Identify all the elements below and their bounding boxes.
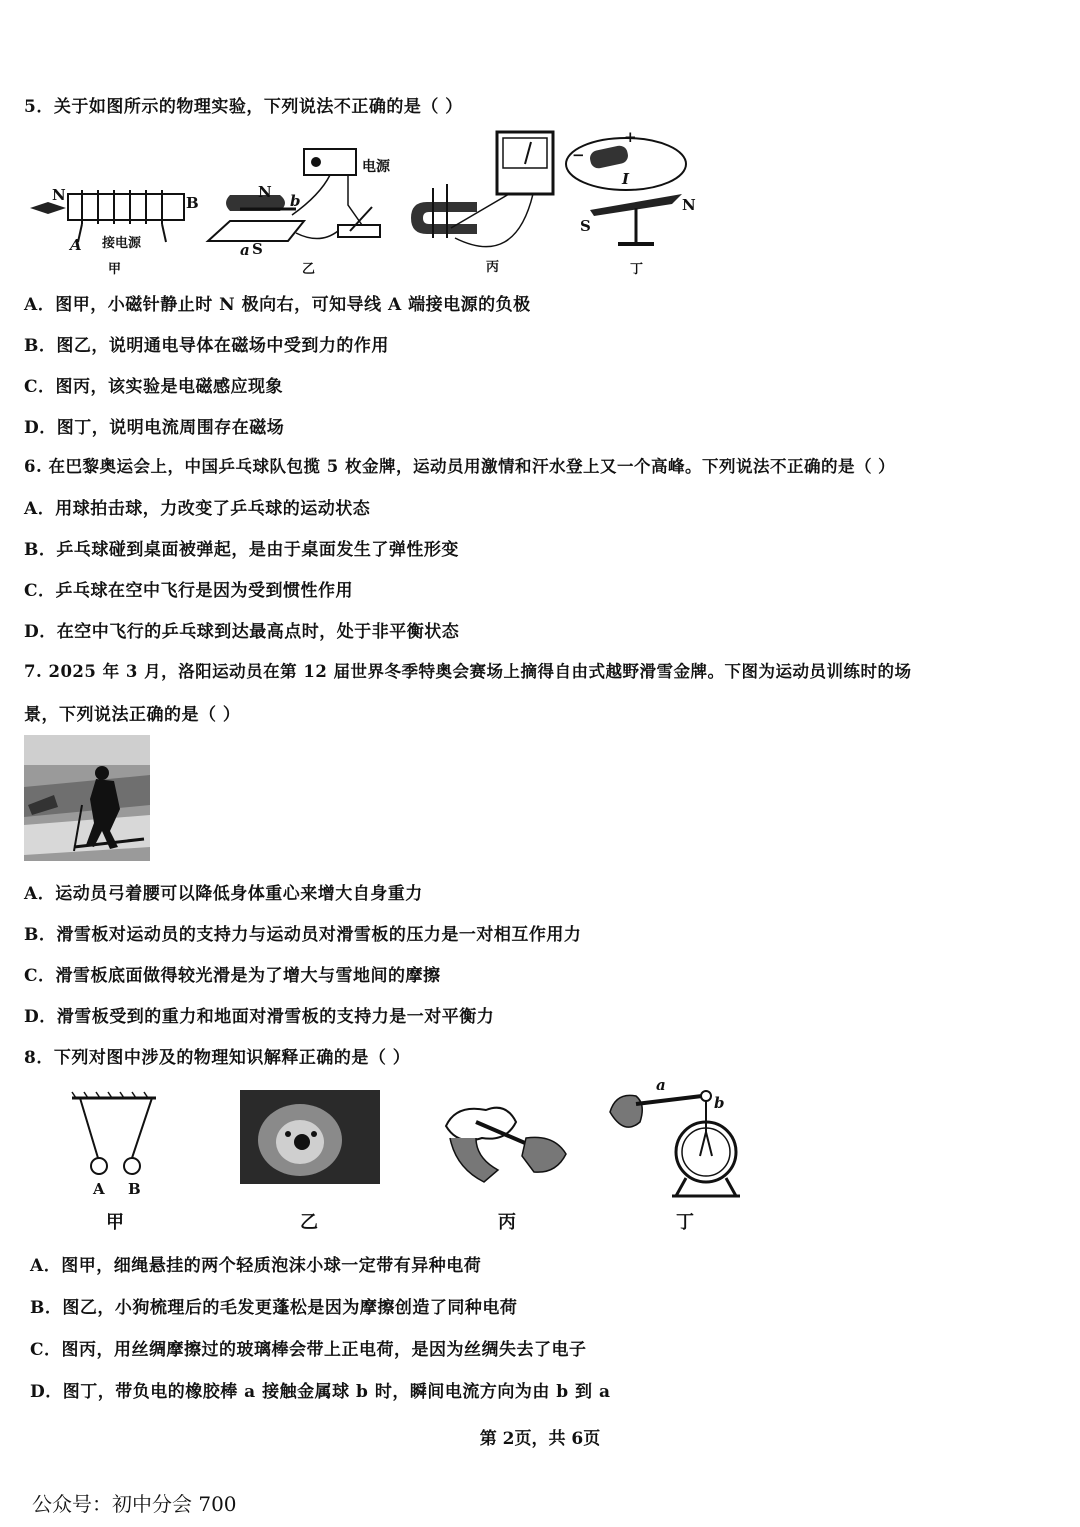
q6-stem: 6. 在巴黎奥运会上，中国乒乓球队包揽 5 枚金牌，运动员用激情和汗水登上又一个高峰。下列说法不正确的是（ ） [24, 457, 896, 476]
q6-option-a: A．用球拍击球，力改变了乒乓球的运动状态 [24, 499, 371, 519]
q5-label-N-yi: N [258, 183, 272, 201]
q7-stem-line1: 7. 2025 年 3 月，洛阳运动员在第 12 届世界冬季特奥会赛场上摘得自由式越野滑雪金牌。下图为运动员训练时的场 [24, 662, 912, 681]
q5-option-a: A．图甲，小磁针静止时 N 极向右，可知导线 A 端接电源的负极 [24, 295, 531, 315]
q8-label-b: b [714, 1094, 725, 1112]
q5-label-N: N [52, 186, 66, 204]
q8-caption-ding: 丁 [676, 1212, 694, 1233]
q7-option-d: D．滑雪板受到的重力和地面对滑雪板的支持力是一对平衡力 [24, 1007, 495, 1027]
q5-label-a: a [240, 241, 250, 259]
q5-figure-bing [405, 128, 575, 258]
watermark: 公众号：初中分会 700 [32, 1492, 237, 1516]
q5-caption-bing: 丙 [486, 260, 500, 275]
q5-label-S: S [252, 240, 263, 258]
q7-stem-line2: 景，下列说法正确的是（ ） [24, 705, 241, 725]
q5-label-N-ding: N [682, 196, 696, 214]
q5-option-c: C．图丙，该实验是电磁感应现象 [24, 377, 284, 397]
q8-option-d: D．图丁，带负电的橡胶棒 a 接触金属球 b 时，瞬间电流方向为由 b 到 a [30, 1382, 611, 1402]
q5-stem: 5．关于如图所示的物理实验，下列说法不正确的是（ ） [24, 97, 463, 117]
q5-label-plus: + [624, 128, 637, 146]
q5-caption-yi: 乙 [302, 262, 316, 277]
q7-skier-photo [24, 735, 150, 861]
q7-option-b: B．滑雪板对运动员的支持力与运动员对滑雪板的压力是一对相互作用力 [24, 925, 582, 945]
q7-option-a: A．运动员弓着腰可以降低身体重心来增大自身重力 [24, 884, 423, 904]
q8-caption-yi: 乙 [300, 1212, 318, 1233]
q7-option-c: C．滑雪板底面做得较光滑是为了增大与雪地间的摩擦 [24, 966, 441, 986]
page-footer: 第 2页，共 6页 [479, 1429, 601, 1449]
q5-label-minus: − [572, 146, 585, 164]
q5-label-S-ding: S [580, 217, 591, 235]
q5-caption-ding: 丁 [630, 262, 644, 277]
q8-figure-ding [606, 1082, 746, 1206]
q8-option-a: A．图甲，细绳悬挂的两个轻质泡沫小球一定带有异种电荷 [30, 1256, 482, 1276]
q5-label-b: b [290, 192, 301, 210]
q8-label-A: A [93, 1180, 105, 1198]
q8-label-B: B [128, 1180, 141, 1198]
q8-figure-bing [436, 1098, 576, 1190]
q5-label-power-conn: 接电源 [102, 236, 142, 251]
q8-caption-jia: 甲 [106, 1212, 124, 1233]
q8-stem: 8．下列对图中涉及的物理知识解释正确的是（ ） [24, 1048, 411, 1068]
q6-option-b: B．乒乓球碰到桌面被弹起，是由于桌面发生了弹性形变 [24, 540, 459, 560]
q8-caption-bing: 丙 [498, 1212, 516, 1233]
q8-label-a: a [656, 1076, 666, 1094]
q8-option-b: B．图乙，小狗梳理后的毛发更蓬松是因为摩擦创造了同种电荷 [30, 1298, 518, 1318]
q5-label-power: 电源 [362, 159, 390, 175]
q8-figure-jia [70, 1094, 170, 1184]
q5-label-B: B [186, 194, 199, 212]
q6-option-c: C．乒乓球在空中飞行是因为受到惯性作用 [24, 581, 354, 601]
q5-caption-jia: 甲 [108, 262, 122, 277]
q5-option-b: B．图乙，说明通电导体在磁场中受到力的作用 [24, 336, 389, 356]
q8-option-c: C．图丙，用丝绸摩擦过的玻璃棒会带上正电荷，是因为丝绸失去了电子 [30, 1340, 587, 1360]
q5-label-A: A [70, 236, 82, 254]
q5-label-I: I [622, 170, 630, 188]
q8-figure-yi [240, 1090, 380, 1184]
q5-figure-jia [20, 180, 210, 270]
q6-option-d: D．在空中飞行的乒乓球到达最高点时，处于非平衡状态 [24, 622, 460, 642]
q5-option-d: D．图丁，说明电流周围存在磁场 [24, 418, 285, 438]
